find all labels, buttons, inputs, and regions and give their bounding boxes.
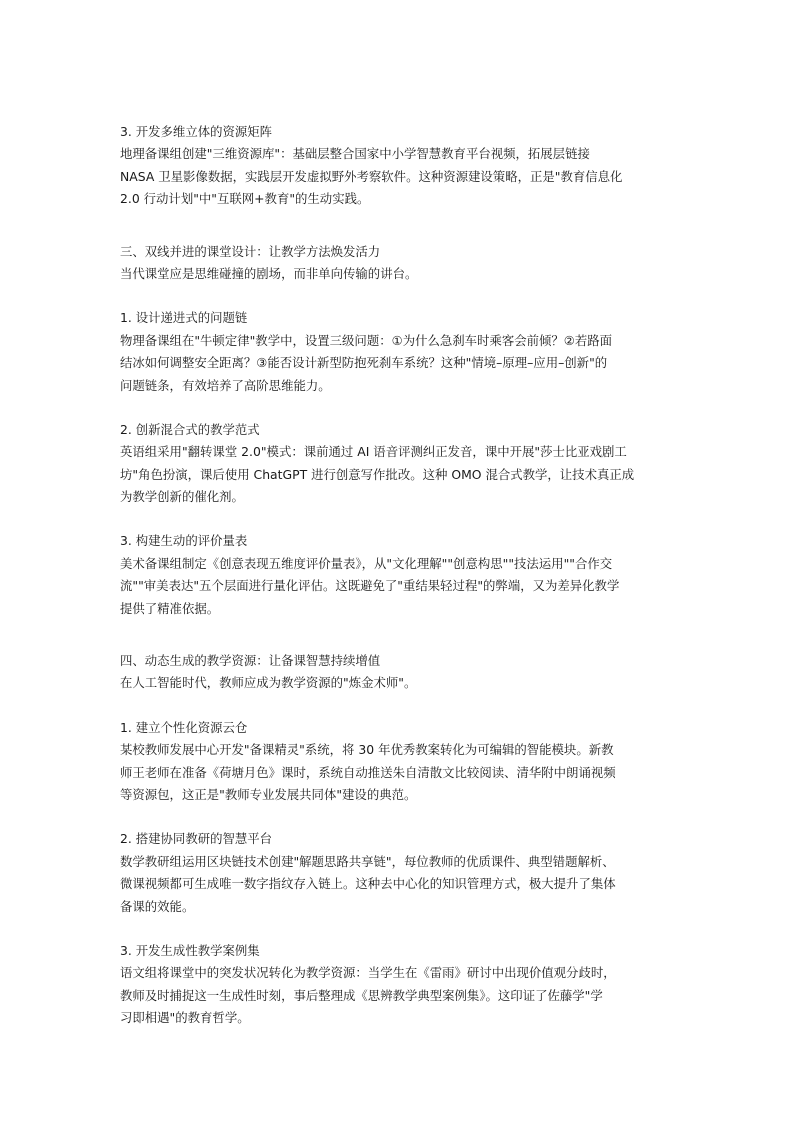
subsection-3-evaluation-rubric xyxy=(120,530,680,620)
paragraph-line: 问题链条，有效培养了高阶思维能力。 xyxy=(120,377,331,393)
subsection-2-collaborative-platform xyxy=(120,828,680,918)
subsection-heading: 2. 创新混合式的教学范式 xyxy=(120,421,260,437)
paragraph-line: 习即相遇"的教育哲学。 xyxy=(120,1010,250,1026)
paragraph-line: 语文组将课堂中的突发状况转化为教学资源：当学生在《雷雨》研讨中出现价值观分歧时， xyxy=(120,965,616,981)
paragraph-line: 物理备课组在"牛顿定律"教学中，设置三级问题：①为什么急刹车时乘客会前倾？②若路面 xyxy=(120,332,613,348)
paragraph-line: 数学教研组运用区块链技术创建"解题思路共享链"，每位教师的优质课件、典型错题解析、 xyxy=(120,853,615,869)
paragraph-space xyxy=(120,806,680,828)
section-divider-space xyxy=(120,211,680,241)
paragraph-space xyxy=(120,285,680,307)
subsection-heading: 2. 搭建协同教研的智慧平台 xyxy=(120,831,273,847)
section-divider-space xyxy=(120,620,680,650)
paragraph-line: NASA 卫星影像数据，实践层开发虚拟野外考察软件。这种资源建设策略，正是"教育信息化 xyxy=(120,168,623,184)
subsection-1-resource-cloud xyxy=(120,717,680,807)
paragraph-line: 某校教师发展中心开发"备课精灵"系统，将 30 年优秀教案转化为可编辑的智能模块。新教 xyxy=(120,742,614,758)
subsection-2-blended-teaching xyxy=(120,419,680,509)
subsection-1-question-chain xyxy=(120,307,680,397)
paragraph-line: 备课的效能。 xyxy=(120,898,195,914)
subsection-3-case-collection xyxy=(120,940,680,1030)
subsection-3-resource-matrix xyxy=(120,121,680,211)
paragraph-space xyxy=(120,918,680,940)
subsection-heading: 1. 建立个性化资源云仓 xyxy=(120,719,248,735)
paragraph-line: 提供了精准依据。 xyxy=(120,600,220,616)
paragraph-line: 美术备课组制定《创意表现五维度评价量表》，从"文化理解""创意构思""技法运用""合作交 xyxy=(120,555,613,571)
paragraph-line: 流""审美表达"五个层面进行量化评估。这既避免了"重结果轻过程"的弊端，又为差异化教学 xyxy=(120,578,620,594)
subsection-heading: 1. 设计递进式的问题链 xyxy=(120,310,248,326)
paragraph-line: 等资源包，这正是"教师专业发展共同体"建设的典范。 xyxy=(120,786,417,802)
paragraph-line: 在人工智能时代，教师应成为教学资源的"炼金术师"。 xyxy=(120,675,417,691)
paragraph-space xyxy=(120,695,680,717)
paragraph-space xyxy=(120,397,680,419)
paragraph-line: 为教学创新的催化剂。 xyxy=(120,489,244,505)
paragraph-line: 教师及时捕捉这一生成性时刻，事后整理成《思辨教学典型案例集》。这印证了佐藤学"学 xyxy=(120,987,603,1003)
subsection-heading: 3. 开发生成性教学案例集 xyxy=(120,942,260,958)
paragraph-line: 当代课堂应是思维碰撞的剧场，而非单向传输的讲台。 xyxy=(120,265,418,281)
section-heading: 四、动态生成的教学资源：让备课智慧持续增值 xyxy=(120,653,381,669)
section-heading: 三、双线并进的课堂设计：让教学方法焕发活力 xyxy=(120,243,381,259)
paragraph-line: 英语组采用"翻转课堂 2.0"模式：课前通过 AI 语音评测纠正发音，课中开展"莎士比亚戏剧工 xyxy=(120,444,627,460)
section-four-dynamic-resources xyxy=(120,650,680,695)
document-page xyxy=(120,121,680,1030)
paragraph-line: 地理备课组创建"三维资源库"：基础层整合国家中小学智慧教育平台视频，拓展层链接 xyxy=(120,146,590,162)
paragraph-line: 2.0 行动计划"中"互联网+教育"的生动实践。 xyxy=(120,191,370,207)
paragraph-space xyxy=(120,508,680,530)
paragraph-line: 师王老师在准备《荷塘月色》课时，系统自动推送朱自清散文比较阅读、清华附中朗诵视频 xyxy=(120,764,616,780)
paragraph-line: 坊"角色扮演，课后使用 ChatGPT 进行创意写作批改。这种 OMO 混合式教学，让技术真正成 xyxy=(120,466,635,482)
paragraph-line: 微课视频都可生成唯一数字指纹存入链上。这种去中心化的知识管理方式，极大提升了集体 xyxy=(120,876,616,892)
paragraph-line: 结冰如何调整安全距离？③能否设计新型防抱死刹车系统？这种"情境–原理–应用–创新"的 xyxy=(120,355,608,371)
subsection-heading: 3. 开发多维立体的资源矩阵 xyxy=(120,124,273,139)
section-three-classroom-design xyxy=(120,241,680,286)
subsection-heading: 3. 构建生动的评价量表 xyxy=(120,533,248,549)
